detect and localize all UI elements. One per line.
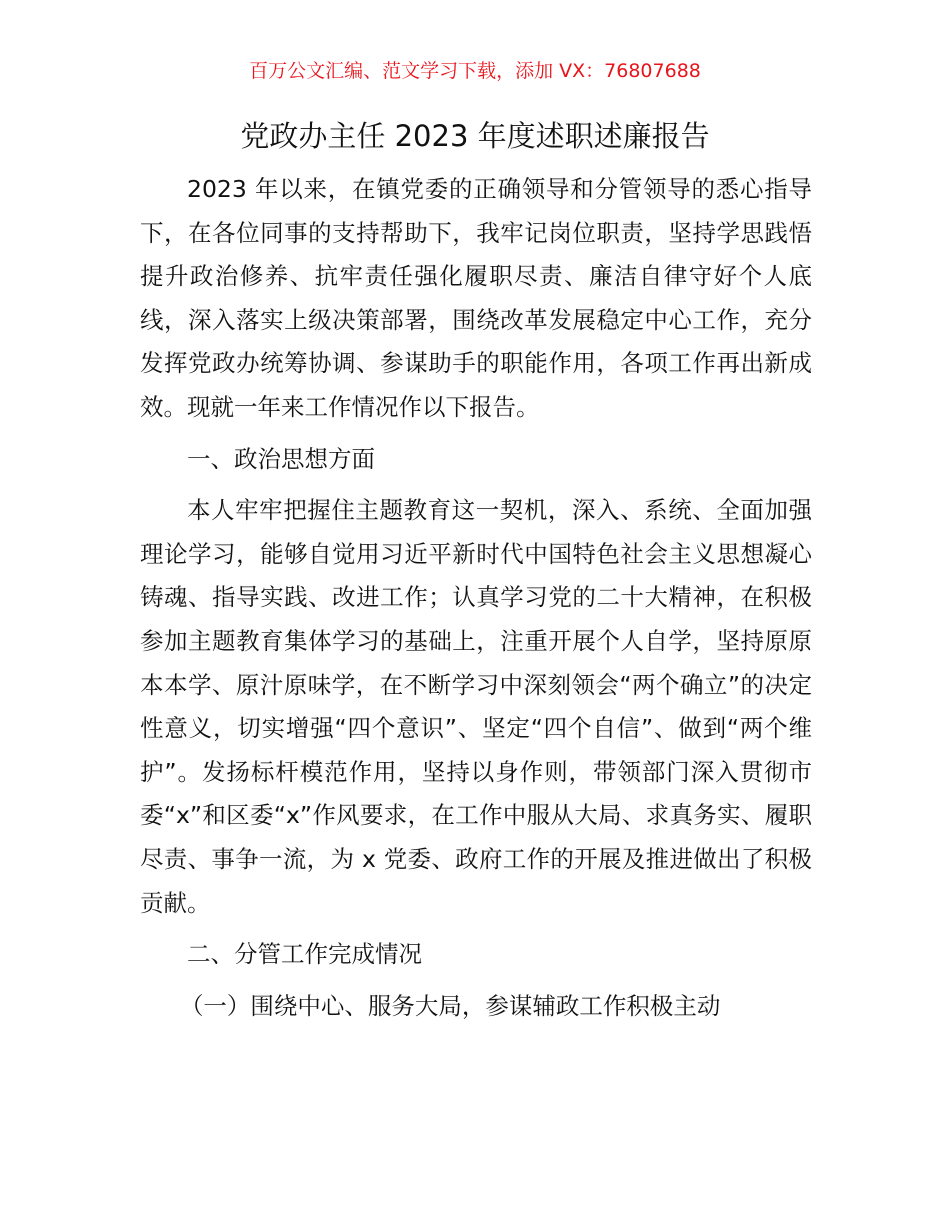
header-banner: 百万公文汇编、范文学习下载，添加 VX：76807688 xyxy=(249,60,701,82)
section-heading-work: 二、分管工作完成情况 xyxy=(187,940,422,969)
political-paragraph: 本人牢牢把握住主题教育这一契机，深入、系统、全面加强理论学习，能够自觉用习近平新时代中国特色社会主义思想凝心铸魂、指导实践、改进工作；认真学习党的二十大精神，在积极参加主题教育集体学习的基础上，注重开展个人自学，坚持原原本本学、原汁原味学，在不断学习中深刻领会“两个确立”的决定性意义，切实增强“四个意识”、坚定“四个自信”、做到“两个维护”。发扬标杆模范作用，坚持以身作则，带领部门深入贯彻市委“x”和区委“x”作风要求，在工作中服从大局、求真务实、履职尽责、事争一流，为 x 党委、政府工作的开展及推进做出了积极贡献。 xyxy=(140,496,812,917)
document-body xyxy=(140,168,812,1028)
intro-paragraph: 2023 年以来，在镇党委的正确领导和分管领导的悉心指导下，在各位同事的支持帮助下，我牢记岗位职责，坚持学思践悟提升政治修养、抗牢责任强化履职尽责、廉洁自律守好个人底线，深入落实上级决策部署，围绕改革发展稳定中心工作，充分发挥党政办统筹协调、参谋助手的职能作用，各项工作再出新成效。现就一年来工作情况作以下报告。 xyxy=(140,175,812,421)
section-heading-political: 一、政治思想方面 xyxy=(187,444,375,473)
sub-heading-center-service: （一）围绕中心、服务大局，参谋辅政工作积极主动 xyxy=(179,991,721,1020)
page-title: 党政办主任 2023 年度述职述廉报告 xyxy=(240,119,710,153)
